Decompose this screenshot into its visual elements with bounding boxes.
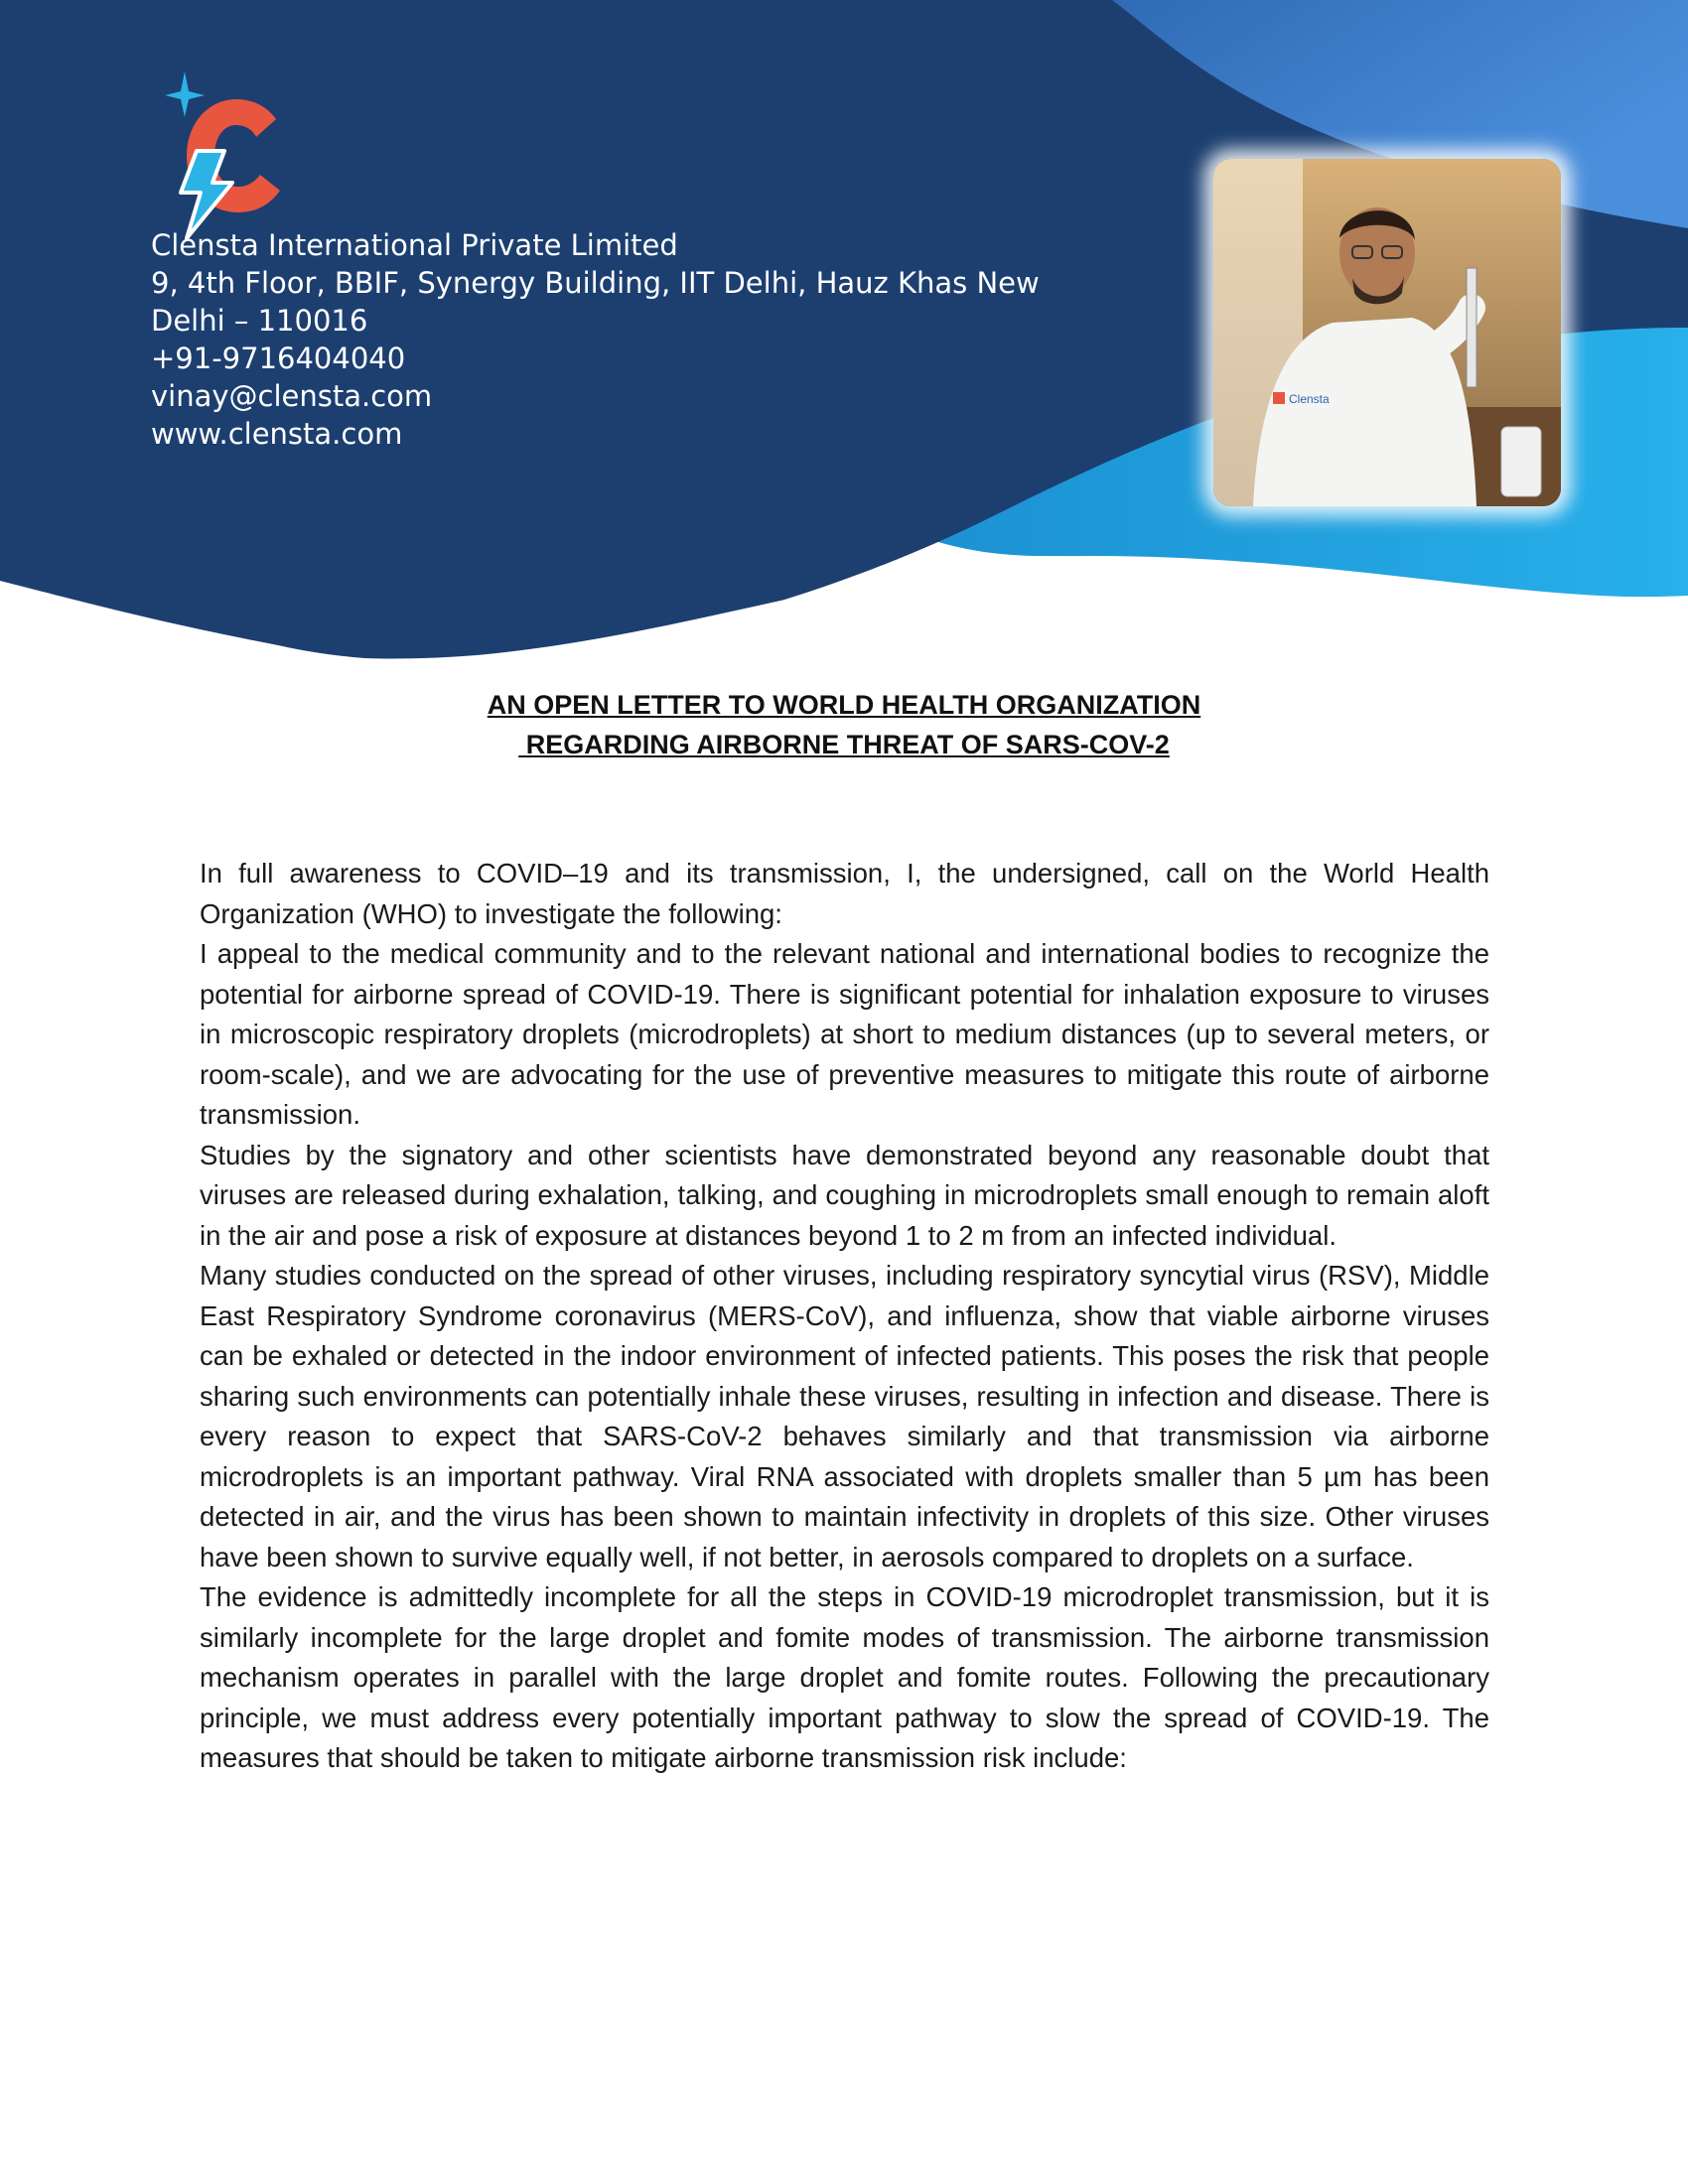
scientist-photo — [1213, 159, 1561, 506]
company-email[interactable]: vinay@clensta.com — [151, 379, 433, 413]
letter-paragraph-4: Many studies conducted on the spread of other viruses, including respiratory syncytial virus (RSV), Middle East Respiratory Syndrome coronavirus (MERS-CoV), and influenza, show that viable airborne viruses can be exhaled or detected in the indoor environment of infected patients. This poses the risk that people sharing such environments can potentially inhale these viruses, resulting in infection and disease. There is every reason to expect that SARS-CoV-2 behaves similarly and that transmission via airborne microdroplets is an important pathway. Viral RNA associated with droplets smaller than 5 µm has been detected in air, and the virus has been shown to maintain infectivity in droplets of this size. Other viruses have been shown to survive equally well, if not better, in aerosols compared to droplets on a surface. — [200, 1260, 1489, 1572]
sparkle-icon — [165, 71, 205, 117]
coat-logo-text: Clensta — [1289, 392, 1330, 406]
letter-paragraph-1: In full awareness to COVID–19 and its transmission, I, the undersigned, call on the World Health Organization (WHO) to investigate the following: — [200, 858, 1489, 929]
letter-title-line2 — [0, 725, 1688, 764]
company-details — [151, 226, 1040, 453]
letter-title-line2-text: REGARDING AIRBORNE THREAT OF SARS-COV-2 — [518, 730, 1170, 759]
company-address-line2: Delhi – 110016 — [151, 304, 368, 338]
clensta-logo-icon — [157, 62, 306, 240]
letter-body — [200, 854, 1489, 1779]
company-phone: +91-9716404040 — [151, 341, 406, 375]
letter-title-line1: AN OPEN LETTER TO WORLD HEALTH ORGANIZATION — [487, 690, 1201, 720]
letter-paragraph-5: The evidence is admittedly incomplete for all the steps in COVID-19 microdroplet transmission, but it is similarly incomplete for the large droplet and fomite modes of transmission. The airborne transmission mechanism operates in parallel with the large droplet and fomite routes. Following the precautionary principle, we must address every potentially important pathway to slow the spread of COVID-19. The measures that should be taken to mitigate airborne transmission risk include: — [200, 1581, 1489, 1773]
letter-paragraph-2: I appeal to the medical community and to the relevant national and international bodies to recognize the potential for airborne spread of COVID-19. There is significant potential for inhalation exposure to viruses in microscopic respiratory droplets (microdroplets) at short to medium distances (up to several meters, or room-scale), and we are advocating for the use of preventive measures to mitigate this route of airborne transmission. — [200, 938, 1489, 1130]
company-name: Clensta International Private Limited — [151, 228, 678, 262]
letter-paragraph-3: Studies by the signatory and other scientists have demonstrated beyond any reasonable doubt that viruses are released during exhalation, talking, and coughing in microdroplets small enough to remain aloft in the air and pose a risk of exposure at distances beyond 1 to 2 m from an infected individual. — [200, 1139, 1489, 1251]
company-website[interactable]: www.clensta.com — [151, 417, 403, 451]
company-address-line1: 9, 4th Floor, BBIF, Synergy Building, IIT Delhi, Hauz Khas New — [151, 266, 1040, 300]
